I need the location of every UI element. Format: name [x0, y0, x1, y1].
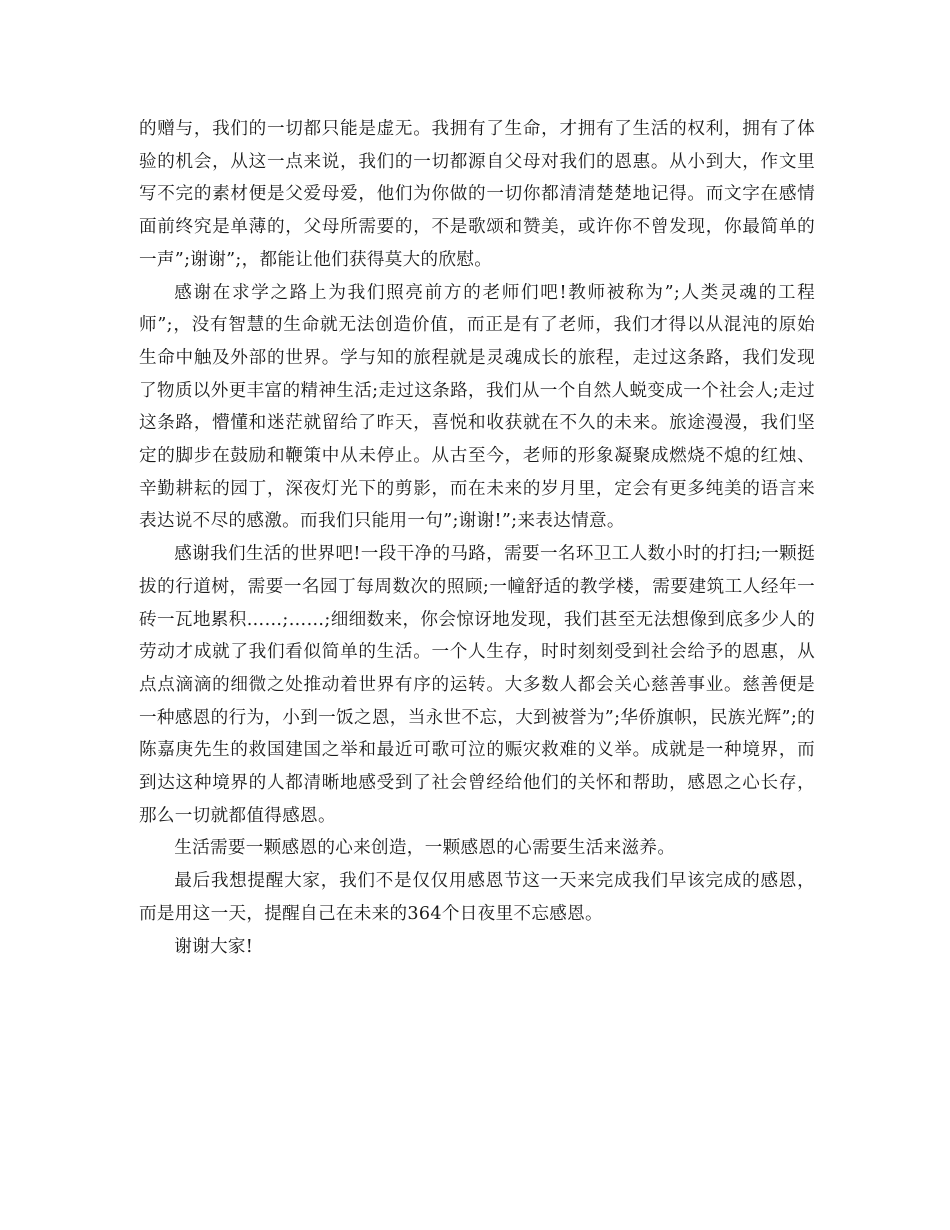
- paragraph-parents-gift: 的赠与，我们的一切都只能是虚无。我拥有了生命，才拥有了生活的权利，拥有了体验的机会，从这一点来说，我们的一切都源自父母对我们的恩惠。从小到大，作文里写不完的素材便是父爱母爱，他们为你做的一切你都清清楚楚地记得。而文字在感情面前终究是单薄的，父母所需要的，不是歌颂和赞美，或许你不曾发现，你最简单的一声”;谢谢”;，都能让他们获得莫大的欣慰。: [139, 119, 815, 270]
- paragraph-final-reminder: 最后我想提醒大家，我们不是仅仅用感恩节这一天来完成我们早该完成的感恩，而是用这一天，提醒自己在未来的364个日夜里不忘感恩。: [139, 871, 815, 924]
- paragraph-thank-world: 感谢我们生活的世界吧!一段干净的马路，需要一名环卫工人数小时的打扫;一颗挺拔的行道树，需要一名园丁每周数次的照顾;一幢舒适的教学楼，需要建筑工人经年一砖一瓦地累积……;……;细细数来，你会惊讶地发现，我们甚至无法想像到底多少人的劳动才成就了我们看似简单的生活。一个人生存，时时刻刻受到社会给予的恩惠，从点点滴滴的细微之处推动着世界有序的运转。大多数人都会关心慈善事业。慈善便是一种感恩的行为，小到一饭之恩，当永世不忘，大到被誉为”;华侨旗帜，民族光辉”;的陈嘉庚先生的救国建国之举和最近可歌可泣的赈灾救难的义举。成就是一种境界，而到达这种境界的人都清晰地感受到了社会曾经给他们的关怀和帮助，感恩之心长存，那么一切就都值得感恩。: [139, 544, 815, 826]
- document-body: [139, 113, 815, 963]
- paragraph-grateful-heart: 生活需要一颗感恩的心来创造，一颗感恩的心需要生活来滋养。: [174, 838, 676, 859]
- paragraph-closing-thanks: 谢谢大家!: [174, 936, 254, 957]
- paragraph-thank-teachers: 感谢在求学之路上为我们照亮前方的老师们吧!教师被称为”;人类灵魂的工程师”;，没有智慧的生命就无法创造价值，而正是有了老师，我们才得以从混沌的原始生命中触及外部的世界。学与知的旅程就是灵魂成长的旅程，走过这条路，我们发现了物质以外更丰富的精神生活;走过这条路，我们从一个自然人蜕变成一个社会人;走过这条路，懵懂和迷茫就留给了昨天，喜悦和收获就在不久的未来。旅途漫漫，我们坚定的脚步在鼓励和鞭策中从未停止。从古至今，老师的形象凝聚成燃烧不熄的红烛、辛勤耕耘的园丁，深夜灯光下的剪影，而在未来的岁月里，定会有更多纯美的语言来表达说不尽的感激。而我们只能用一句”;谢谢!”;来表达情意。: [139, 282, 815, 532]
